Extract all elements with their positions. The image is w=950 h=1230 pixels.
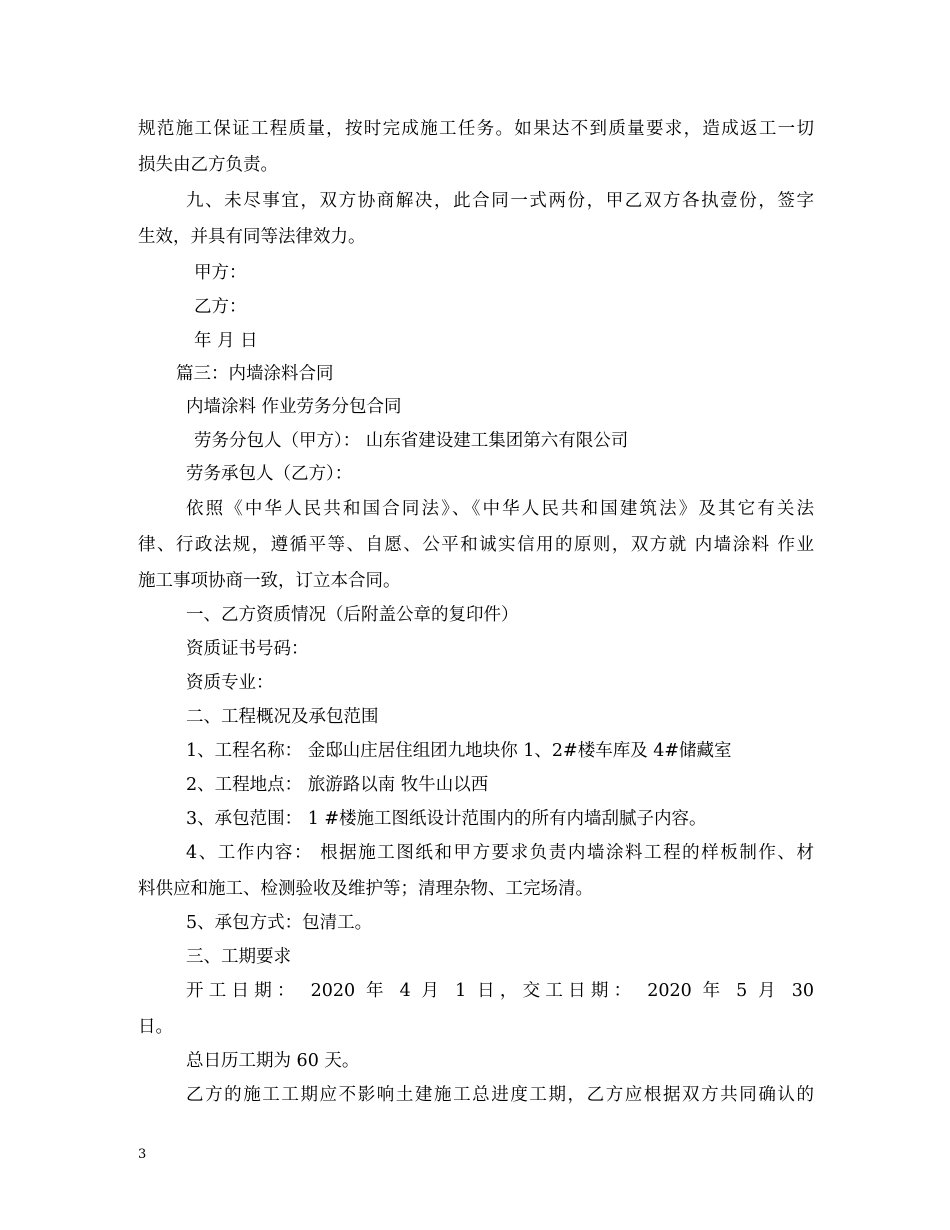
- contract-title: 内墙涂料 作业劳务分包合同: [186, 397, 402, 417]
- text-line-2: 损失由乙方负责。: [138, 155, 278, 175]
- project-name: 1、工程名称： 金邸山庄居住组团九地块你 1、2#楼车库及 4#储藏室: [186, 741, 732, 761]
- project-location: 2、工程地点： 旅游路以南 牧牛山以西: [186, 775, 489, 795]
- schedule-dates-line-1: 开工日期： 2020 年 4 月 1 日，交工日期： 2020 年 5 月 30: [186, 981, 814, 1001]
- subcontractor-party-a: 劳务分包人（甲方）： 山东省建设建工集团第六有限公司: [194, 431, 629, 451]
- contract-scope: 3、承包范围： 1 #楼施工图纸设计范围内的所有内墙刮腻子内容。: [186, 809, 707, 829]
- section-title: 篇三：内墙涂料合同: [176, 364, 334, 384]
- schedule-dates-line-2: 日。: [138, 1017, 173, 1037]
- work-content-line-1: 4、工作内容： 根据施工图纸和甲方要求负责内墙涂料工程的样板制作、材: [186, 843, 814, 863]
- party-b-signature-label: 乙方：: [194, 297, 247, 317]
- contract-method: 5、承包方式：包清工。: [186, 913, 373, 933]
- text-line-12: 依照《中华人民共和国合同法》、《中华人民共和国建筑法》及其它有关法: [186, 499, 814, 519]
- text-line-14: 施工事项协商一致，订立本合同。: [138, 571, 401, 591]
- text-line-4: 生效，并具有同等法律效力。: [138, 227, 366, 247]
- section-three-heading: 三、工期要求: [186, 947, 291, 967]
- text-line-1: 规范施工保证工程质量，按时完成施工任务。如果达不到质量要求，造成返工一切: [138, 119, 814, 139]
- work-content-line-2: 料供应和施工、检测验收及维护等；清理杂物、工完场清。: [138, 879, 593, 899]
- section-two-heading: 二、工程概况及承包范围: [186, 707, 379, 727]
- schedule-requirement: 乙方的施工工期应不影响土建施工总进度工期，乙方应根据双方共同确认的: [186, 1085, 814, 1105]
- qualification-specialty-label: 资质专业：: [186, 673, 274, 693]
- party-a-signature-label: 甲方：: [194, 263, 247, 283]
- total-duration: 总日历工期为 60 天。: [186, 1051, 360, 1071]
- section-one-heading: 一、乙方资质情况（后附盖公章的复印件）: [186, 605, 519, 625]
- text-line-13: 律、行政法规，遵循平等、自愿、公平和诚实信用的原则，双方就 内墙涂料 作业: [138, 535, 814, 555]
- signature-date-label: 年 月 日: [194, 331, 258, 351]
- contractor-party-b: 劳务承包人（乙方）：: [186, 464, 353, 484]
- page-number: 3: [138, 1147, 147, 1162]
- text-line-3: 九、未尽事宜，双方协商解决，此合同一式两份，甲乙双方各执壹份，签字: [186, 191, 814, 211]
- qualification-certificate-label: 资质证书号码：: [186, 639, 309, 659]
